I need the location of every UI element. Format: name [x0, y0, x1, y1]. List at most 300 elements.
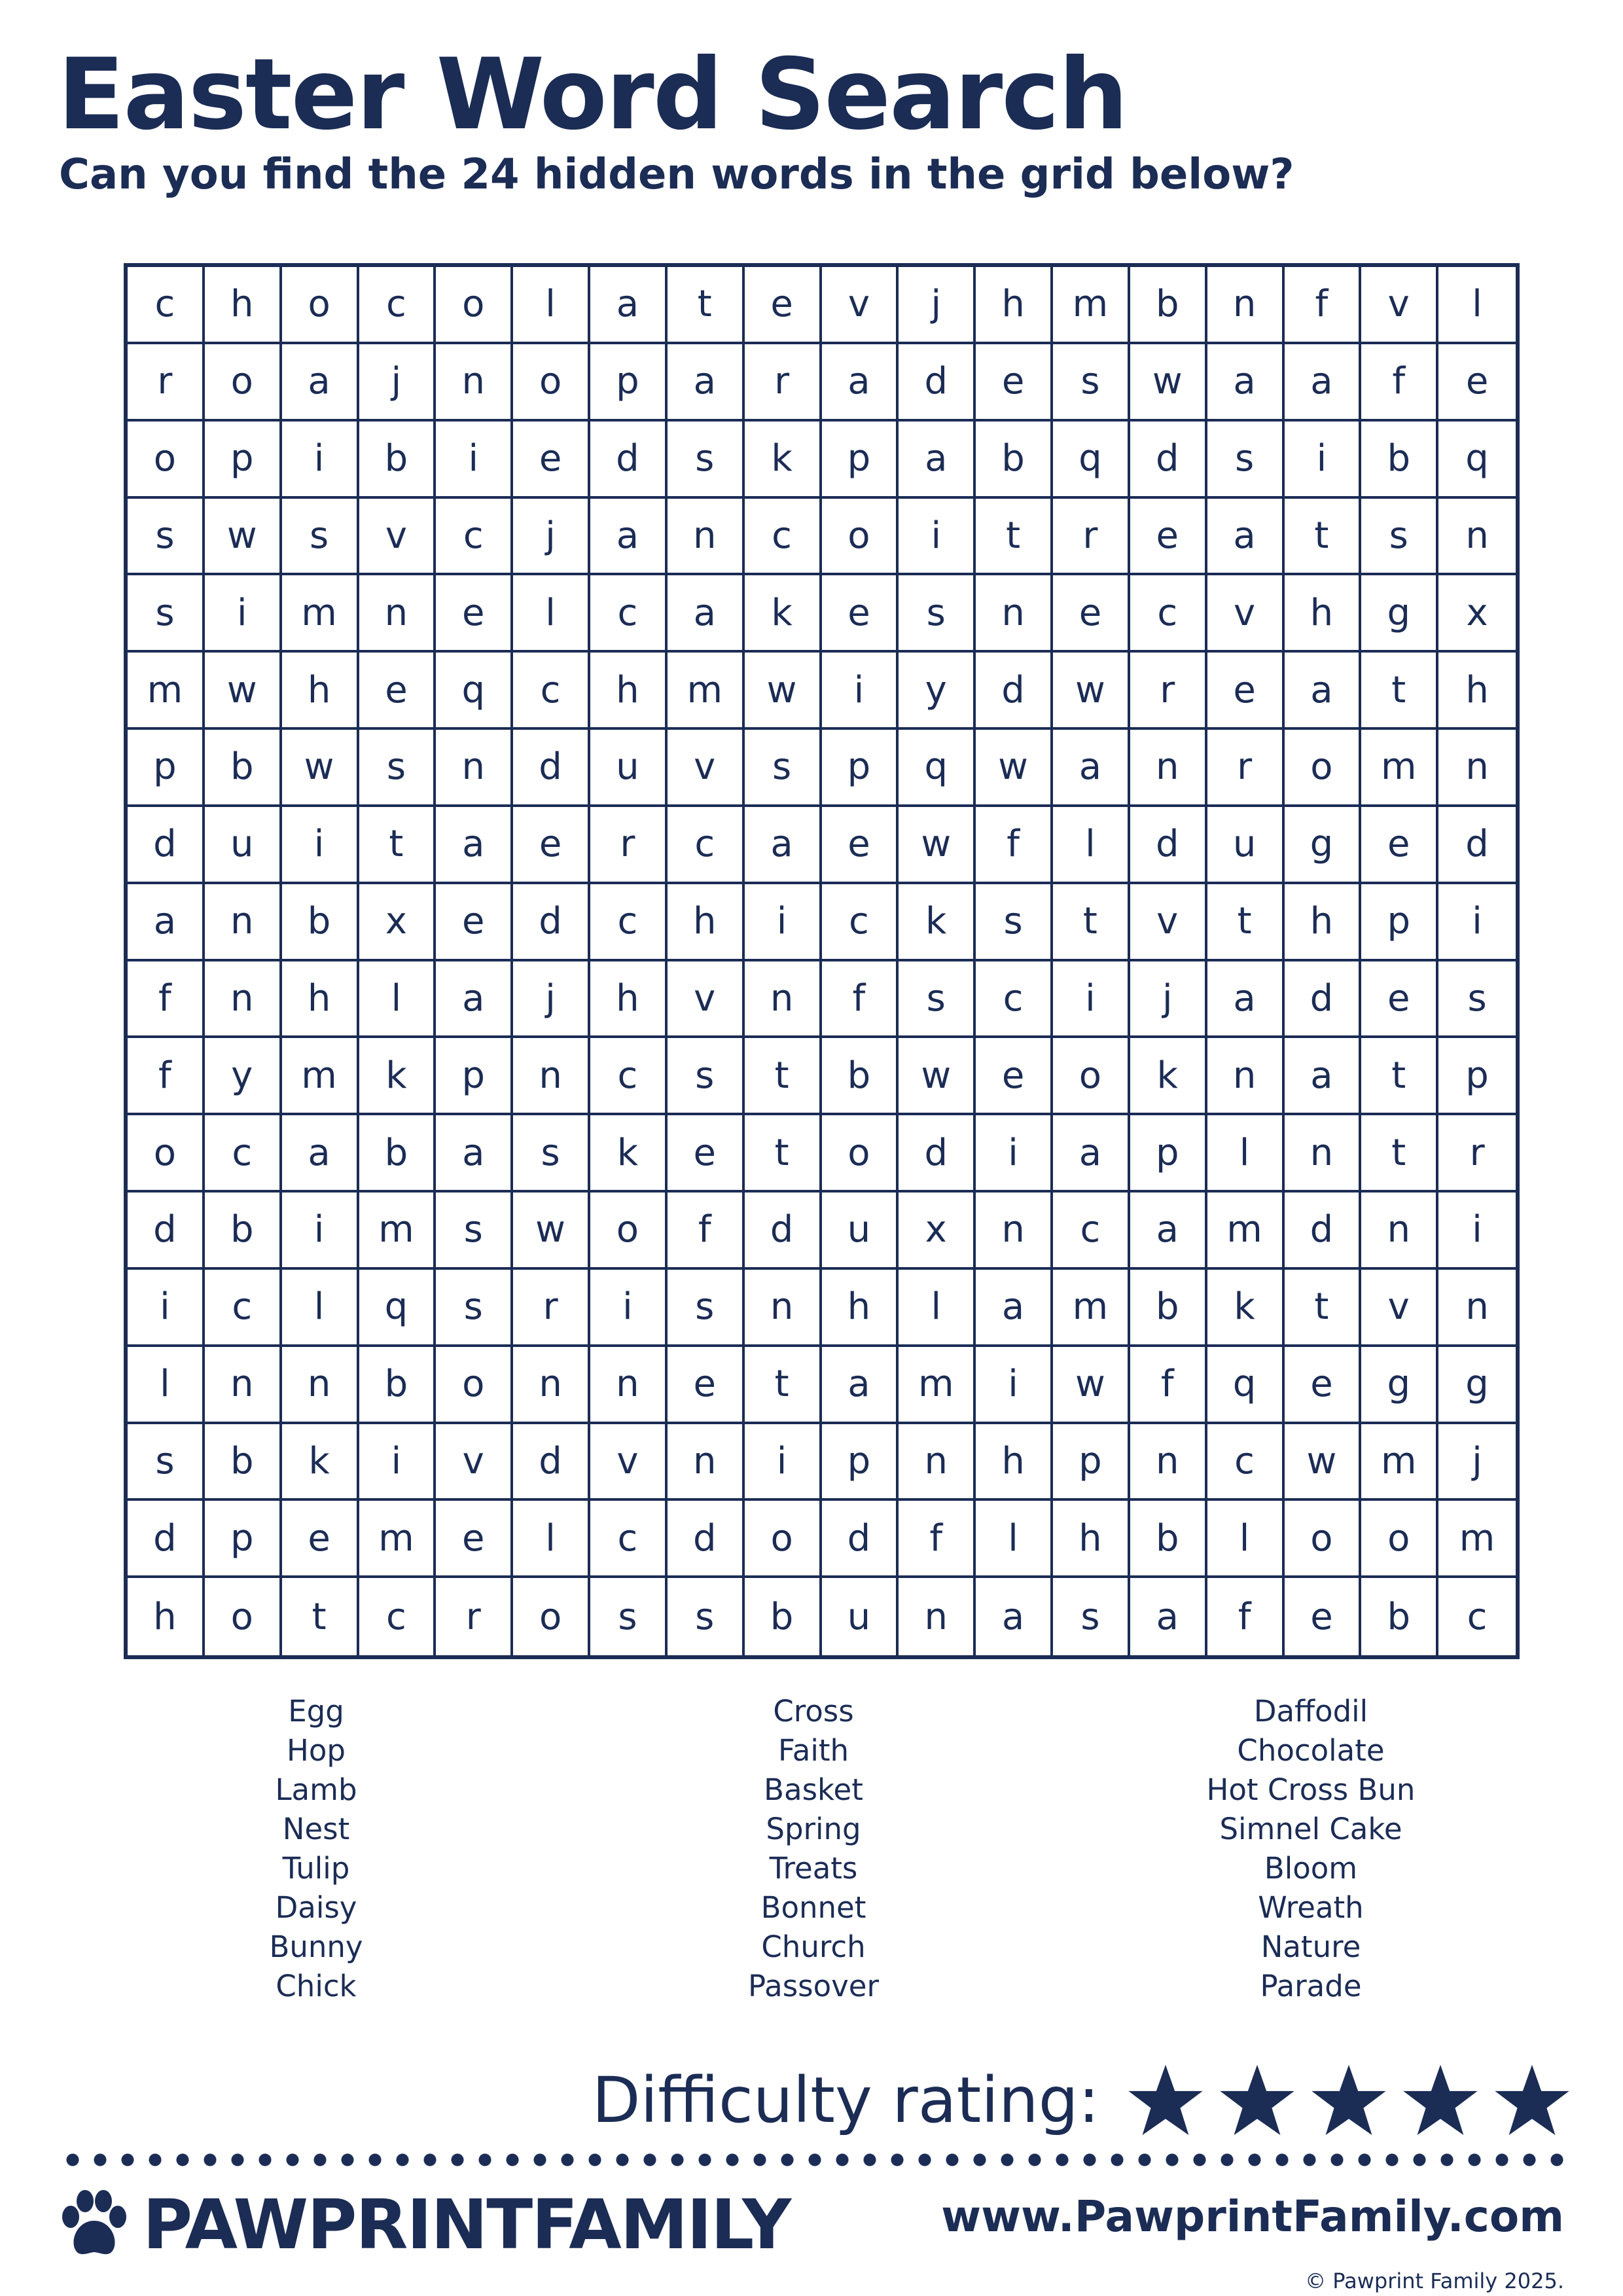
grid-cell[interactable]: s	[513, 1115, 590, 1193]
grid-cell[interactable]: o	[436, 267, 513, 344]
grid-cell[interactable]: p	[822, 730, 899, 807]
grid-cell[interactable]: b	[359, 1115, 437, 1193]
grid-cell[interactable]: c	[1467, 1595, 1488, 1638]
grid-cell[interactable]: i	[590, 1270, 668, 1347]
grid-cell[interactable]: s	[668, 1270, 745, 1347]
grid-cell[interactable]: t	[1361, 1115, 1438, 1193]
grid-cell[interactable]: m	[668, 653, 745, 730]
grid-cell[interactable]: j	[899, 267, 976, 344]
grid-cell[interactable]: t	[745, 1038, 822, 1115]
grid-cell[interactable]: d	[513, 884, 590, 961]
grid-cell[interactable]: c	[205, 1270, 282, 1347]
grid-cell[interactable]: o	[205, 344, 282, 422]
grid-cell[interactable]: e	[513, 422, 590, 499]
grid-cell[interactable]: o	[513, 344, 590, 422]
grid-cell[interactable]: w	[1053, 653, 1130, 730]
grid-cell[interactable]: i	[1438, 884, 1516, 961]
grid-cell[interactable]: l	[1438, 267, 1516, 344]
grid-cell[interactable]: s	[282, 499, 359, 576]
grid-cell[interactable]: o	[745, 1501, 822, 1578]
grid-cell[interactable]: r	[128, 344, 205, 422]
grid-cell[interactable]: n	[436, 344, 513, 422]
grid-cell[interactable]: t	[1285, 1270, 1362, 1347]
grid-cell[interactable]: d	[590, 422, 668, 499]
grid-cell[interactable]: v	[359, 499, 437, 576]
grid-cell[interactable]: c	[590, 575, 668, 653]
grid-cell[interactable]: b	[205, 1193, 282, 1270]
grid-cell[interactable]: h	[976, 267, 1053, 344]
grid-cell[interactable]: i	[1053, 961, 1130, 1039]
grid-cell[interactable]: l	[1207, 1501, 1285, 1578]
grid-cell[interactable]: i	[205, 575, 282, 653]
grid-cell[interactable]: m	[1053, 267, 1130, 344]
grid-cell[interactable]: v	[1207, 575, 1285, 653]
grid-cell[interactable]: j	[1130, 961, 1207, 1039]
grid-cell[interactable]: l	[976, 1501, 1053, 1578]
grid-cell[interactable]: h	[590, 961, 668, 1039]
grid-cell[interactable]: a	[1285, 344, 1362, 422]
grid-cell[interactable]: o	[205, 1578, 282, 1655]
grid-cell[interactable]: l	[899, 1270, 976, 1347]
grid-cell[interactable]: s	[1053, 1578, 1130, 1655]
grid-cell[interactable]: o	[1285, 1501, 1362, 1578]
grid-cell[interactable]: b	[745, 1578, 822, 1655]
grid-cell[interactable]: e	[1361, 807, 1438, 884]
grid-cell[interactable]: o	[128, 422, 205, 499]
grid-cell[interactable]: w	[745, 653, 822, 730]
grid-cell[interactable]: l	[282, 1270, 359, 1347]
grid-cell[interactable]: m	[1207, 1193, 1285, 1270]
grid-cell[interactable]: w	[899, 807, 976, 884]
grid-cell[interactable]: e	[436, 575, 513, 653]
grid-cell[interactable]: c	[513, 653, 590, 730]
grid-cell[interactable]: j	[1438, 1424, 1516, 1501]
grid-cell[interactable]: d	[1438, 807, 1516, 884]
grid-cell[interactable]: r	[590, 807, 668, 884]
grid-cell[interactable]: e	[976, 344, 1053, 422]
grid-cell[interactable]: r	[1130, 653, 1207, 730]
grid-cell[interactable]: c	[436, 499, 513, 576]
grid-cell[interactable]: b	[822, 1038, 899, 1115]
grid-cell[interactable]: u	[205, 807, 282, 884]
grid-cell[interactable]: c	[822, 884, 899, 961]
grid-cell[interactable]: d	[513, 1424, 590, 1501]
grid-cell[interactable]: k	[1130, 1038, 1207, 1115]
grid-cell[interactable]: c	[1207, 1424, 1285, 1501]
grid-cell[interactable]: m	[359, 1501, 437, 1578]
grid-cell[interactable]: p	[205, 1501, 282, 1578]
grid-cell[interactable]: f	[1285, 267, 1362, 344]
grid-cell[interactable]: o	[128, 1115, 205, 1193]
grid-cell[interactable]: w	[976, 730, 1053, 807]
grid-cell[interactable]: s	[668, 422, 745, 499]
grid-cell[interactable]: d	[745, 1193, 822, 1270]
grid-cell[interactable]: n	[1438, 1270, 1516, 1347]
grid-cell[interactable]: v	[1130, 884, 1207, 961]
grid-cell[interactable]: b	[359, 1347, 437, 1424]
grid-cell[interactable]: k	[745, 575, 822, 653]
grid-cell[interactable]: n	[282, 1347, 359, 1424]
grid-cell[interactable]: a	[1053, 1115, 1130, 1193]
grid-cell[interactable]: m	[1361, 730, 1438, 807]
grid-cell[interactable]: s	[976, 884, 1053, 961]
grid-cell[interactable]: d	[822, 1501, 899, 1578]
grid-cell[interactable]: t	[1361, 1038, 1438, 1115]
grid-cell[interactable]: n	[205, 884, 282, 961]
grid-cell[interactable]: j	[513, 499, 590, 576]
grid-cell[interactable]: q	[899, 730, 976, 807]
grid-cell[interactable]: k	[359, 1038, 437, 1115]
grid-cell[interactable]: t	[1053, 884, 1130, 961]
grid-cell[interactable]: r	[1438, 1115, 1516, 1193]
grid-cell[interactable]: h	[282, 653, 359, 730]
grid-cell[interactable]: d	[1285, 961, 1362, 1039]
grid-cell[interactable]: m	[899, 1347, 976, 1424]
grid-cell[interactable]: s	[668, 1038, 745, 1115]
grid-cell[interactable]: k	[1207, 1270, 1285, 1347]
grid-cell[interactable]: s	[899, 575, 976, 653]
grid-cell[interactable]: j	[513, 961, 590, 1039]
grid-cell[interactable]: e	[745, 267, 822, 344]
grid-cell[interactable]: w	[1130, 344, 1207, 422]
grid-cell[interactable]: m	[282, 575, 359, 653]
grid-cell[interactable]: l	[513, 267, 590, 344]
grid-cell[interactable]: n	[1207, 267, 1285, 344]
grid-cell[interactable]: c	[668, 807, 745, 884]
grid-cell[interactable]: r	[1053, 499, 1130, 576]
grid-cell[interactable]: l	[359, 961, 437, 1039]
grid-cell[interactable]: n	[745, 961, 822, 1039]
grid-cell[interactable]: e	[359, 653, 437, 730]
grid-cell[interactable]: q	[1053, 422, 1130, 499]
grid-cell[interactable]: t	[1285, 499, 1362, 576]
grid-cell[interactable]: d	[899, 344, 976, 422]
grid-cell[interactable]: c	[1130, 575, 1207, 653]
grid-cell[interactable]: t	[282, 1578, 359, 1655]
grid-cell[interactable]: h	[822, 1270, 899, 1347]
grid-cell[interactable]: b	[1361, 1578, 1438, 1655]
grid-cell[interactable]: b	[976, 422, 1053, 499]
grid-cell[interactable]: s	[436, 1193, 513, 1270]
grid-cell[interactable]: c	[205, 1115, 282, 1193]
grid-cell[interactable]: a	[436, 807, 513, 884]
grid-cell[interactable]: h	[282, 961, 359, 1039]
grid-cell[interactable]: m	[128, 653, 205, 730]
grid-cell[interactable]: s	[668, 1578, 745, 1655]
grid-cell[interactable]: e	[513, 807, 590, 884]
grid-cell[interactable]: u	[590, 730, 668, 807]
grid-cell[interactable]: g	[1285, 807, 1362, 884]
grid-cell[interactable]: p	[822, 1424, 899, 1501]
grid-cell[interactable]: n	[1361, 1193, 1438, 1270]
grid-cell[interactable]: u	[822, 1578, 899, 1655]
grid-cell[interactable]: h	[590, 653, 668, 730]
grid-cell[interactable]: e	[1285, 1347, 1362, 1424]
grid-cell[interactable]: s	[1438, 961, 1516, 1039]
grid-cell[interactable]: b	[205, 730, 282, 807]
grid-cell[interactable]: a	[668, 344, 745, 422]
grid-cell[interactable]: n	[668, 499, 745, 576]
grid-cell[interactable]: p	[822, 422, 899, 499]
grid-cell[interactable]: s	[128, 499, 205, 576]
grid-cell[interactable]: s	[128, 575, 205, 653]
grid-cell[interactable]: h	[1285, 884, 1362, 961]
grid-cell[interactable]: f	[1207, 1578, 1285, 1655]
grid-cell[interactable]: s	[128, 1424, 205, 1501]
grid-cell[interactable]: k	[745, 422, 822, 499]
grid-cell[interactable]: f	[1130, 1347, 1207, 1424]
grid-cell[interactable]: x	[899, 1193, 976, 1270]
grid-cell[interactable]: l	[513, 575, 590, 653]
grid-cell[interactable]: m	[1361, 1424, 1438, 1501]
grid-cell[interactable]: s	[590, 1578, 668, 1655]
grid-cell[interactable]: v	[1361, 1270, 1438, 1347]
grid-cell[interactable]: u	[1207, 807, 1285, 884]
grid-cell[interactable]: v	[668, 730, 745, 807]
grid-cell[interactable]: d	[668, 1501, 745, 1578]
grid-cell[interactable]: n	[1207, 1038, 1285, 1115]
grid-cell[interactable]: b	[1130, 267, 1207, 344]
grid-cell[interactable]: d	[1130, 807, 1207, 884]
grid-cell[interactable]: n	[1285, 1115, 1362, 1193]
grid-cell[interactable]: t	[1207, 884, 1285, 961]
grid-cell[interactable]: h	[128, 1578, 205, 1655]
grid-cell[interactable]: f	[899, 1501, 976, 1578]
grid-cell[interactable]: a	[436, 1115, 513, 1193]
grid-cell[interactable]: o	[1053, 1038, 1130, 1115]
grid-cell[interactable]: a	[1130, 1578, 1207, 1655]
grid-cell[interactable]: a	[128, 884, 205, 961]
grid-cell[interactable]: a	[1053, 730, 1130, 807]
grid-cell[interactable]: c	[976, 961, 1053, 1039]
grid-cell[interactable]: s	[899, 961, 976, 1039]
grid-cell[interactable]: n	[205, 961, 282, 1039]
grid-cell[interactable]: v	[822, 267, 899, 344]
grid-cell[interactable]: n	[590, 1347, 668, 1424]
grid-cell[interactable]: e	[436, 884, 513, 961]
grid-cell[interactable]: p	[128, 730, 205, 807]
grid-cell[interactable]: e	[1285, 1578, 1362, 1655]
grid-cell[interactable]: x	[359, 884, 437, 961]
grid-cell[interactable]: d	[128, 1193, 205, 1270]
grid-cell[interactable]: r	[513, 1270, 590, 1347]
grid-cell[interactable]: l	[128, 1347, 205, 1424]
grid-cell[interactable]: r	[745, 344, 822, 422]
grid-cell[interactable]: a	[1207, 499, 1285, 576]
grid-cell[interactable]: q	[1207, 1347, 1285, 1424]
grid-cell[interactable]: n	[745, 1270, 822, 1347]
grid-cell[interactable]: s	[1361, 499, 1438, 576]
grid-cell[interactable]: n	[1130, 730, 1207, 807]
grid-cell[interactable]: o	[590, 1193, 668, 1270]
grid-cell[interactable]: a	[1285, 1038, 1362, 1115]
grid-cell[interactable]: c	[1053, 1193, 1130, 1270]
grid-cell[interactable]: d	[1285, 1193, 1362, 1270]
grid-cell[interactable]: y	[899, 653, 976, 730]
grid-cell[interactable]: o	[513, 1578, 590, 1655]
grid-cell[interactable]: o	[1285, 730, 1362, 807]
grid-cell[interactable]: c	[359, 1578, 437, 1655]
website-link[interactable]: www.PawprintFamily.com	[941, 2191, 1564, 2242]
grid-cell[interactable]: w	[1053, 1347, 1130, 1424]
grid-cell[interactable]: h	[1053, 1501, 1130, 1578]
grid-cell[interactable]: f	[1361, 344, 1438, 422]
grid-cell[interactable]: k	[590, 1115, 668, 1193]
grid-cell[interactable]: s	[1207, 422, 1285, 499]
grid-cell[interactable]: i	[282, 1193, 359, 1270]
grid-cell[interactable]: s	[359, 730, 437, 807]
grid-cell[interactable]: a	[590, 499, 668, 576]
grid-cell[interactable]: b	[1361, 422, 1438, 499]
grid-cell[interactable]: i	[976, 1115, 1053, 1193]
grid-cell[interactable]: t	[668, 267, 745, 344]
grid-cell[interactable]: d	[1130, 422, 1207, 499]
grid-cell[interactable]: n	[899, 1424, 976, 1501]
grid-cell[interactable]: p	[1361, 884, 1438, 961]
grid-cell[interactable]: e	[1438, 344, 1516, 422]
grid-cell[interactable]: a	[1207, 344, 1285, 422]
grid-cell[interactable]: t	[1361, 653, 1438, 730]
grid-cell[interactable]: i	[128, 1270, 205, 1347]
grid-cell[interactable]: w	[513, 1193, 590, 1270]
grid-cell[interactable]: i	[976, 1347, 1053, 1424]
grid-cell[interactable]: w	[899, 1038, 976, 1115]
grid-cell[interactable]: a	[1130, 1193, 1207, 1270]
grid-cell[interactable]: p	[1438, 1038, 1516, 1115]
grid-cell[interactable]: a	[745, 807, 822, 884]
grid-cell[interactable]: m	[359, 1193, 437, 1270]
grid-cell[interactable]: b	[359, 422, 437, 499]
grid-cell[interactable]: q	[436, 653, 513, 730]
grid-cell[interactable]: n	[513, 1038, 590, 1115]
grid-cell[interactable]: y	[205, 1038, 282, 1115]
grid-cell[interactable]: e	[668, 1115, 745, 1193]
grid-cell[interactable]: i	[359, 1424, 437, 1501]
grid-cell[interactable]: o	[436, 1347, 513, 1424]
grid-cell[interactable]: n	[513, 1347, 590, 1424]
grid-cell[interactable]: a	[590, 267, 668, 344]
grid-cell[interactable]: f	[128, 961, 205, 1039]
grid-cell[interactable]: k	[899, 884, 976, 961]
grid-cell[interactable]: n	[205, 1347, 282, 1424]
grid-cell[interactable]: v	[436, 1424, 513, 1501]
grid-cell[interactable]: l	[513, 1501, 590, 1578]
grid-cell[interactable]: g	[1361, 1347, 1438, 1424]
grid-cell[interactable]: i	[822, 653, 899, 730]
grid-cell[interactable]: n	[1130, 1424, 1207, 1501]
grid-cell[interactable]: s	[745, 730, 822, 807]
grid-cell[interactable]: n	[899, 1578, 976, 1655]
grid-cell[interactable]: a	[976, 1578, 1053, 1655]
grid-cell[interactable]: e	[282, 1501, 359, 1578]
grid-cell[interactable]: o	[822, 499, 899, 576]
grid-cell[interactable]: i	[282, 422, 359, 499]
grid-cell[interactable]: i	[1285, 422, 1362, 499]
grid-cell[interactable]: i	[1438, 1193, 1516, 1270]
grid-cell[interactable]: d	[976, 653, 1053, 730]
grid-cell[interactable]: f	[128, 1038, 205, 1115]
grid-cell[interactable]: p	[590, 344, 668, 422]
grid-cell[interactable]: e	[668, 1347, 745, 1424]
grid-cell[interactable]: a	[976, 1270, 1053, 1347]
grid-cell[interactable]: e	[822, 575, 899, 653]
grid-cell[interactable]: n	[976, 1193, 1053, 1270]
grid-cell[interactable]: w	[205, 499, 282, 576]
grid-cell[interactable]: q	[359, 1270, 437, 1347]
grid-cell[interactable]: n	[1438, 730, 1516, 807]
grid-cell[interactable]: n	[976, 575, 1053, 653]
grid-cell[interactable]: n	[1438, 499, 1516, 576]
grid-cell[interactable]: c	[359, 267, 437, 344]
grid-cell[interactable]: t	[359, 807, 437, 884]
grid-cell[interactable]: i	[436, 422, 513, 499]
grid-cell[interactable]: o	[1361, 1501, 1438, 1578]
grid-cell[interactable]: e	[436, 1501, 513, 1578]
grid-cell[interactable]: n	[359, 575, 437, 653]
grid-cell[interactable]: h	[1285, 575, 1362, 653]
grid-cell[interactable]: i	[899, 499, 976, 576]
grid-cell[interactable]: b	[1130, 1501, 1207, 1578]
grid-cell[interactable]: a	[822, 344, 899, 422]
grid-cell[interactable]: e	[1053, 575, 1130, 653]
grid-cell[interactable]: i	[745, 1424, 822, 1501]
grid-cell[interactable]: a	[1285, 653, 1362, 730]
grid-cell[interactable]: d	[899, 1115, 976, 1193]
grid-cell[interactable]: f	[668, 1193, 745, 1270]
grid-cell[interactable]: r	[1207, 730, 1285, 807]
grid-cell[interactable]: g	[1361, 575, 1438, 653]
grid-cell[interactable]: k	[282, 1424, 359, 1501]
grid-cell[interactable]: m	[1053, 1270, 1130, 1347]
grid-cell[interactable]: d	[128, 807, 205, 884]
grid-cell[interactable]: c	[128, 267, 205, 344]
grid-cell[interactable]: c	[590, 1038, 668, 1115]
grid-cell[interactable]: a	[668, 575, 745, 653]
grid-cell[interactable]: c	[745, 499, 822, 576]
grid-cell[interactable]: v	[590, 1424, 668, 1501]
grid-cell[interactable]: c	[590, 884, 668, 961]
grid-cell[interactable]: p	[205, 422, 282, 499]
grid-cell[interactable]: j	[359, 344, 437, 422]
grid-cell[interactable]: e	[1361, 961, 1438, 1039]
grid-cell[interactable]: u	[822, 1193, 899, 1270]
grid-cell[interactable]: e	[822, 807, 899, 884]
grid-cell[interactable]: n	[436, 730, 513, 807]
grid-cell[interactable]: s	[436, 1270, 513, 1347]
grid-cell[interactable]: b	[1130, 1270, 1207, 1347]
grid-cell[interactable]: d	[513, 730, 590, 807]
grid-cell[interactable]: f	[976, 807, 1053, 884]
grid-cell[interactable]: t	[745, 1347, 822, 1424]
grid-cell[interactable]: n	[668, 1424, 745, 1501]
grid-cell[interactable]: h	[668, 884, 745, 961]
grid-cell[interactable]: g	[1438, 1347, 1516, 1424]
grid-cell[interactable]: p	[1130, 1115, 1207, 1193]
grid-cell[interactable]: t	[976, 499, 1053, 576]
grid-cell[interactable]: a	[1207, 961, 1285, 1039]
grid-cell[interactable]: w	[1285, 1424, 1362, 1501]
grid-cell[interactable]: x	[1438, 575, 1516, 653]
grid-cell[interactable]: w	[205, 653, 282, 730]
grid-cell[interactable]: d	[128, 1501, 205, 1578]
grid-cell[interactable]: p	[436, 1038, 513, 1115]
grid-cell[interactable]: a	[822, 1347, 899, 1424]
grid-cell[interactable]: e	[1207, 653, 1285, 730]
grid-cell[interactable]: f	[822, 961, 899, 1039]
grid-cell[interactable]: m	[1438, 1501, 1516, 1578]
grid-cell[interactable]: a	[436, 961, 513, 1039]
grid-cell[interactable]: a	[282, 1115, 359, 1193]
